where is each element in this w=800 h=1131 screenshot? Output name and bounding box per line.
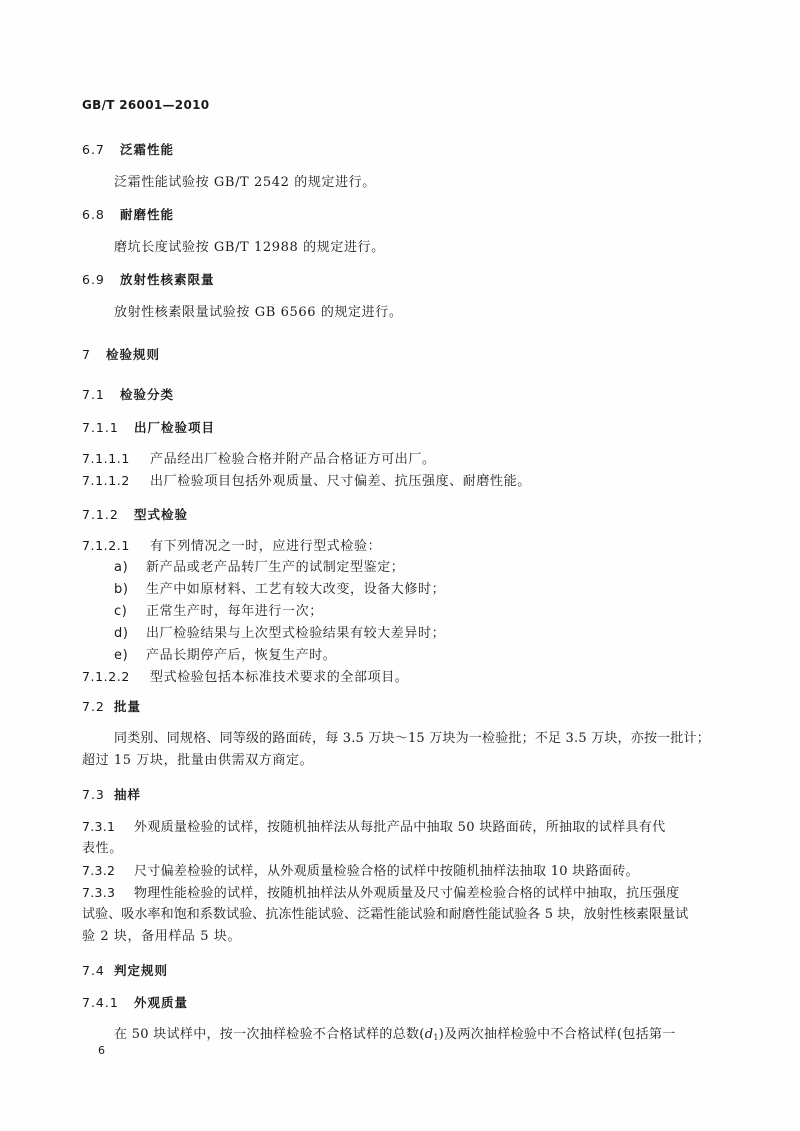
- list-text: 产品长期停产后，恢复生产时。: [146, 648, 337, 663]
- clause-text: 产品经出厂检验合格并附产品合格证方可出厂。: [150, 452, 436, 467]
- clause-7-3-3-line-1: [82, 885, 679, 902]
- clause-number: 7.3.2: [82, 863, 116, 878]
- section-number: 7.1.2: [82, 507, 119, 522]
- heading-7-1-2: [82, 507, 188, 523]
- section-title: 外观质量: [134, 995, 189, 1010]
- clause-7-1-1-1: [82, 451, 436, 468]
- clause-7-1-2-1: [82, 538, 381, 555]
- list-item-d: [114, 626, 445, 642]
- heading-6-8: [82, 207, 174, 223]
- heading-7-1-1: [82, 420, 215, 436]
- paragraph-6-8: 磨坑长度试验按 GB/T 12988 的规定进行。: [114, 240, 385, 255]
- variable-d: d: [424, 1027, 434, 1042]
- text-segment: )及两次抽样检验中不合格试样(包括第一: [438, 1027, 676, 1042]
- paragraph-7-2-line-1: 同类别、同规格、同等级的路面砖，每 3.5 万块～15 万块为一检验批；不足 3.5 万块，亦按一批计；: [114, 731, 710, 746]
- section-number: 7.2: [82, 699, 105, 714]
- list-text: 生产中如原材料、工艺有较大改变，设备大修时；: [146, 582, 446, 597]
- paragraph-7-4-1: [114, 1027, 676, 1046]
- section-number: 7.3: [82, 787, 105, 802]
- heading-6-7: [82, 142, 174, 158]
- heading-7-3: [82, 787, 141, 803]
- heading-7-4: [82, 963, 168, 979]
- section-number: 6.9: [82, 272, 105, 287]
- clause-7-3-1-line-2: 表性。: [82, 841, 123, 856]
- list-marker: a): [114, 560, 129, 575]
- paragraph-7-2-line-2: 超过 15 万块，批量由供需双方商定。: [82, 753, 314, 768]
- clause-text: 尺寸偏差检验的试样，从外观质量检验合格的试样中按随机抽样法抽取 10 块路面砖。: [134, 864, 639, 879]
- section-title: 型式检验: [134, 507, 189, 522]
- clause-7-1-2-2: [82, 669, 408, 686]
- variable-subscript: 1: [433, 1033, 439, 1042]
- clause-7-3-2: [82, 863, 639, 880]
- section-title: 抽样: [114, 787, 142, 802]
- text-segment: 在 50 块试样中，按一次抽样检验不合格试样的总数(: [114, 1027, 425, 1042]
- section-number: 7: [82, 347, 91, 362]
- clause-7-3-3-line-2: 试验、吸水率和饱和系数试验、抗冻性能试验、泛霜性能试验和耐磨性能试验各 5 块，放射性核素限量试: [82, 907, 689, 922]
- section-number: 7.4.1: [82, 995, 119, 1010]
- clause-number: 7.1.2.2: [82, 669, 130, 684]
- heading-7: [82, 347, 160, 363]
- list-item-c: [114, 604, 323, 620]
- list-marker: d): [114, 626, 129, 641]
- clause-7-1-1-2: [82, 473, 531, 490]
- section-title: 检验分类: [120, 387, 175, 402]
- section-title: 批量: [114, 699, 142, 714]
- clause-number: 7.1.1.2: [82, 473, 130, 488]
- clause-text: 外观质量检验的试样，按随机抽样法从每批产品中抽取 50 块路面砖，所抽取的试样具有代: [134, 820, 666, 835]
- paragraph-6-9: 放射性核素限量试验按 GB 6566 的规定进行。: [114, 305, 403, 320]
- clause-number: 7.3.3: [82, 885, 116, 900]
- list-marker: c): [114, 604, 128, 619]
- clause-number: 7.1.1.1: [82, 451, 130, 466]
- list-text: 出厂检验结果与上次型式检验结果有较大差异时；: [146, 626, 446, 641]
- clause-text: 有下列情况之一时，应进行型式检验：: [150, 539, 382, 554]
- standard-number: GB/T 26001—2010: [82, 98, 210, 112]
- section-title: 出厂检验项目: [134, 420, 216, 435]
- clause-7-3-3-line-3: 验 2 块，备用样品 5 块。: [82, 929, 242, 944]
- clause-text: 出厂检验项目包括外观质量、尺寸偏差、抗压强度、耐磨性能。: [150, 474, 531, 489]
- clause-text: 型式检验包括本标准技术要求的全部项目。: [150, 670, 409, 685]
- list-item-a: [114, 560, 404, 576]
- list-text: 正常生产时，每年进行一次；: [146, 604, 323, 619]
- clause-text: 物理性能检验的试样，按随机抽样法从外观质量及尺寸偏差检验合格的试样中抽取，抗压强度: [134, 886, 680, 901]
- list-item-b: [114, 582, 445, 598]
- heading-7-2: [82, 699, 141, 715]
- heading-7-1: [82, 387, 174, 403]
- section-title: 耐磨性能: [120, 207, 175, 222]
- section-title: 检验规则: [106, 347, 161, 362]
- list-marker: b): [114, 582, 129, 597]
- clause-number: 7.1.2.1: [82, 538, 130, 553]
- section-number: 7.4: [82, 963, 105, 978]
- section-number: 6.7: [82, 142, 105, 157]
- section-title: 判定规则: [114, 963, 169, 978]
- heading-6-9: [82, 272, 215, 288]
- section-number: 7.1.1: [82, 420, 119, 435]
- paragraph-6-7: 泛霜性能试验按 GB/T 2542 的规定进行。: [114, 175, 376, 190]
- list-text: 新产品或老产品转厂生产的试制定型鉴定；: [146, 560, 405, 575]
- section-number: 6.8: [82, 207, 105, 222]
- section-title: 放射性核素限量: [120, 272, 215, 287]
- page-number: 6: [98, 1044, 106, 1057]
- heading-7-4-1: [82, 995, 188, 1011]
- clause-number: 7.3.1: [82, 819, 116, 834]
- section-number: 7.1: [82, 387, 105, 402]
- list-marker: e): [114, 648, 129, 663]
- list-item-e: [114, 648, 336, 664]
- section-title: 泛霜性能: [120, 142, 175, 157]
- clause-7-3-1-line-1: [82, 819, 665, 836]
